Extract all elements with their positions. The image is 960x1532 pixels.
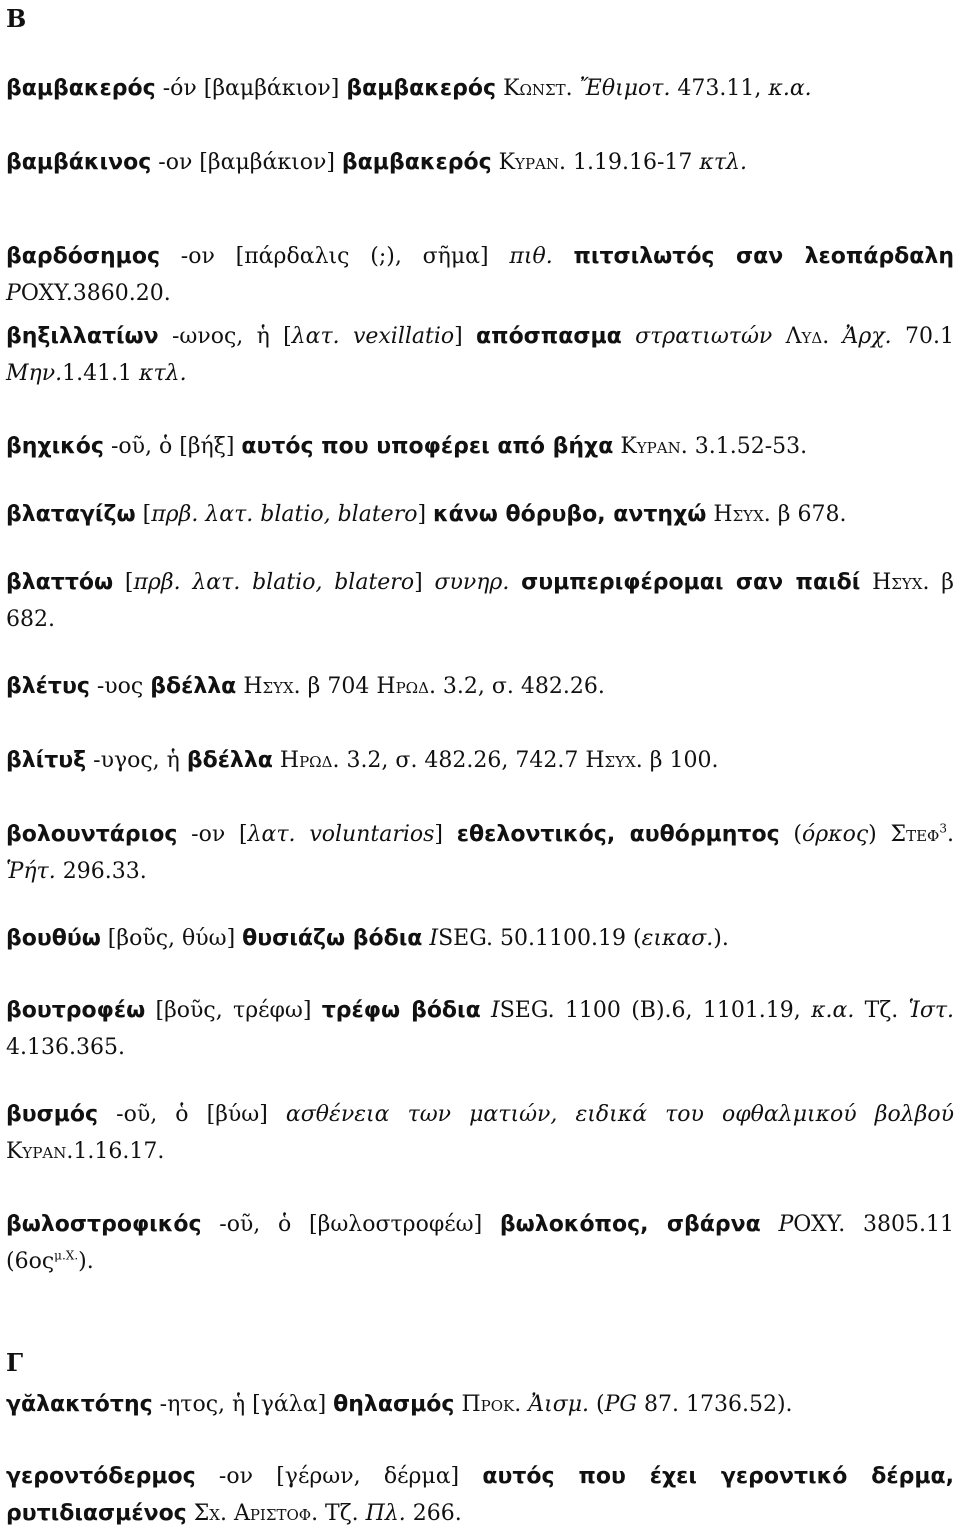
entry-lemma: βαμβακερός: [6, 76, 156, 101]
entry-definition: θηλασμός: [333, 1392, 455, 1417]
entry-text: Πλ.: [365, 1501, 406, 1526]
entry-text: 3.2, σ. 482.26, 742.7: [339, 748, 586, 773]
dictionary-entry: [6, 920, 954, 957]
entry-text: Ἱστ.: [908, 998, 954, 1023]
entry-text: [: [113, 570, 134, 595]
source-abbrev: Ηρωδ.: [376, 674, 436, 699]
entry-text: [βοῦς, θύω]: [100, 926, 243, 951]
entry-text: OXY. 3805.11 (6ος: [6, 1212, 955, 1274]
entry-lemma: βαρδόσημος: [6, 244, 160, 269]
entry-text: [βοῦς, τρέφω]: [145, 998, 322, 1023]
entry-definition: εθελοντικός, αυθόρμητος: [456, 822, 780, 847]
entry-text: εικασ.: [641, 926, 714, 951]
entry-text: [573, 76, 580, 101]
entry-text: β 682.: [6, 570, 954, 632]
entry-lemma: βλαττόω: [6, 570, 114, 595]
source-abbrev: Σχ. Αριστοφ.: [193, 1501, 319, 1526]
entry-text: -ητος, ἡ [γάλα]: [152, 1392, 334, 1417]
entry-text: ]: [454, 324, 477, 349]
dictionary-entry: [6, 1386, 954, 1423]
entry-text: Τζ.: [318, 1501, 366, 1526]
entry-lemma: βωλοστροφικός: [6, 1212, 202, 1237]
entry-text: (: [779, 822, 802, 847]
dictionary-entry: [6, 428, 954, 465]
entry-text: ]: [434, 822, 457, 847]
entry-text: ).: [78, 1249, 94, 1274]
source-abbrev: Ησυχ.: [585, 748, 643, 773]
dictionary-entry: [6, 668, 954, 705]
entry-text: (: [589, 1392, 605, 1417]
entry-text: 473.11,: [670, 76, 769, 101]
entry-text: [553, 244, 574, 269]
entry-text: [492, 150, 499, 175]
source-abbrev: Ησυχ.: [243, 674, 301, 699]
entry-text: 70.1: [891, 324, 954, 349]
entry-text: I: [491, 998, 500, 1023]
entry-text: όρκος: [802, 822, 869, 847]
entry-text: 266.: [405, 1501, 462, 1526]
entry-text: -ον [γέρων, δέρμα]: [195, 1464, 483, 1489]
entry-text: λατ. voluntarios: [247, 822, 435, 847]
entry-definition: πιτσιλωτός σαν λεοπάρδαλη: [573, 244, 954, 269]
entry-definition: απόσπασμα: [476, 324, 622, 349]
entry-definition: συμπεριφέρομαι σαν παιδί: [521, 570, 861, 595]
entry-text: 1.41.1: [62, 361, 140, 386]
entry-definition: βδέλλα: [150, 674, 237, 699]
entry-definition: τρέφω βόδια: [321, 998, 481, 1023]
entry-text: OXY.3860.20.: [20, 281, 171, 306]
entry-text: -όν [βαμβάκιον]: [155, 76, 347, 101]
entry-definition: βαμβακερός: [346, 76, 497, 101]
entry-text: 3.2, σ. 482.26.: [435, 674, 605, 699]
entry-text: [829, 324, 842, 349]
entry-text: [761, 1212, 779, 1237]
entry-definition: βαμβακερός: [341, 150, 492, 175]
entry-definition: θυσιάζω βόδια: [242, 926, 423, 951]
entry-text: [860, 570, 872, 595]
entry-text: πιθ.: [509, 244, 553, 269]
entry-text: ασθένεια των ματιών, ειδικά του οφθαλμικού βολβού: [285, 1102, 954, 1127]
entry-text: πρβ. λατ. blatio, blatero: [133, 570, 415, 595]
entry-text: [481, 998, 491, 1023]
entry-text: P: [6, 281, 21, 306]
entry-text: [509, 570, 521, 595]
entry-text: -υγος, ἡ: [86, 748, 187, 773]
entry-text: β 100.: [642, 748, 719, 773]
entry-text: Μην.: [6, 361, 63, 386]
entry-text: 3.1.52-53.: [687, 434, 808, 459]
dictionary-entry: [6, 70, 954, 107]
entry-text: [: [135, 502, 152, 527]
entry-text: ]: [414, 570, 435, 595]
entry-lemma: γᾰλακτότης: [6, 1392, 153, 1417]
section-letter-beta: Β: [6, 4, 27, 33]
source-abbrev: Κωνστ.: [503, 76, 573, 101]
entry-lemma: βυσμός: [6, 1102, 99, 1127]
entry-text: -υος: [89, 674, 151, 699]
entry-text: -ον [: [177, 822, 248, 847]
entry-lemma: βλαταγίζω: [6, 502, 136, 527]
entry-definition: βδέλλα: [186, 748, 273, 773]
entry-text: β 678.: [770, 502, 847, 527]
entry-text: συνηρ.: [434, 570, 510, 595]
dictionary-entry: [6, 318, 954, 392]
dictionary-entry: [6, 144, 954, 181]
entry-text: .: [947, 822, 954, 847]
entry-text: στρατιωτών: [635, 324, 773, 349]
entry-lemma: βουθύω: [6, 926, 101, 951]
source-abbrev: Στεφ: [890, 822, 940, 847]
source-abbrev: Κυραν.: [498, 150, 567, 175]
entry-definition: βωλοκόπος, σβάρνα: [499, 1212, 761, 1237]
dictionary-entry: [6, 1458, 954, 1532]
dictionary-entry: [6, 742, 954, 779]
entry-text: 296.33.: [55, 859, 147, 884]
entry-text: ): [868, 822, 891, 847]
section-letter-gamma: Γ: [6, 1348, 24, 1377]
entry-text: κτλ.: [699, 150, 747, 175]
entry-text: [772, 324, 785, 349]
entry-text: [187, 1501, 194, 1526]
entry-text: P: [778, 1212, 794, 1237]
entry-text: 3: [939, 821, 947, 836]
source-abbrev: Κυραν.: [6, 1139, 74, 1164]
entry-text: ).: [713, 926, 729, 951]
entry-lemma: βουτροφέω: [6, 998, 146, 1023]
entry-text: -ωνος, ἡ [: [158, 324, 292, 349]
entry-definition: κάνω θόρυβο, αντηχώ: [433, 502, 707, 527]
entry-lemma: γεροντόδερμος: [6, 1464, 196, 1489]
entry-definition: αυτός που υποφέρει από βήχα: [241, 434, 614, 459]
entry-text: μ.Χ.: [54, 1248, 79, 1263]
entry-text: ]: [417, 502, 434, 527]
entry-text: Ἀισμ.: [528, 1392, 590, 1417]
dictionary-entry: [6, 992, 954, 1066]
entry-text: κ.α.: [768, 76, 812, 101]
entry-text: -ον [βαμβάκιον]: [151, 150, 342, 175]
entry-text: κ.α.: [811, 998, 855, 1023]
entry-text: β 704: [300, 674, 377, 699]
entry-lemma: βλέτυς: [6, 674, 90, 699]
entry-text: I: [429, 926, 439, 951]
source-abbrev: Κυραν.: [620, 434, 688, 459]
entry-text: Ἔθιμοτ.: [579, 76, 671, 101]
entry-text: SEG. 50.1100.19 (: [438, 926, 642, 951]
source-abbrev: Λυδ.: [785, 324, 830, 349]
entry-text: πρβ. λατ. blatio, blatero: [151, 502, 418, 527]
dictionary-entry: [6, 1096, 954, 1170]
entry-lemma: βολουντάριος: [6, 822, 178, 847]
entry-text: Τζ.: [854, 998, 909, 1023]
entry-text: Ῥήτ.: [6, 859, 56, 884]
entry-lemma: βηχικός: [6, 434, 104, 459]
entry-lemma: βαμβάκινος: [6, 150, 152, 175]
entry-definition: αυτός που έχει γεροντικό δέρμα, ρυτιδιασμένος: [6, 1464, 954, 1526]
dictionary-entry: [6, 1206, 954, 1280]
entry-text: -οῦ, ὁ [βωλοστροφέω]: [201, 1212, 500, 1237]
source-abbrev: Ησυχ.: [872, 570, 930, 595]
entry-text: Ἀρχ.: [842, 324, 892, 349]
entry-text: -οῦ, ὁ [βύω]: [98, 1102, 286, 1127]
entry-text: [622, 324, 635, 349]
source-abbrev: Ηρωδ.: [279, 748, 340, 773]
entry-text: 1.19.16-17: [566, 150, 700, 175]
dictionary-entry: [6, 564, 954, 638]
entry-text: [496, 76, 503, 101]
entry-text: [273, 748, 280, 773]
entry-text: 87. 1736.52).: [637, 1392, 793, 1417]
dictionary-entry: [6, 816, 954, 890]
entry-text: 4.136.365.: [6, 1035, 125, 1060]
dictionary-entry: [6, 496, 954, 533]
entry-text: PG: [604, 1392, 638, 1417]
entry-text: λατ. vexillatio: [291, 324, 455, 349]
entry-lemma: βηξιλλατίων: [6, 324, 159, 349]
entry-text: SEG. 1100 (B).6, 1101.19,: [499, 998, 812, 1023]
entry-text: κτλ.: [139, 361, 187, 386]
source-abbrev: Προκ.: [461, 1392, 522, 1417]
entry-text: 1.16.17.: [73, 1139, 165, 1164]
source-abbrev: Ησυχ.: [713, 502, 771, 527]
entry-text: -ον [πάρδαλις (;), σῆμα]: [159, 244, 510, 269]
entry-lemma: βλίτυξ: [6, 748, 87, 773]
entry-text: -οῦ, ὁ [βήξ]: [103, 434, 242, 459]
dictionary-entry: [6, 238, 954, 312]
